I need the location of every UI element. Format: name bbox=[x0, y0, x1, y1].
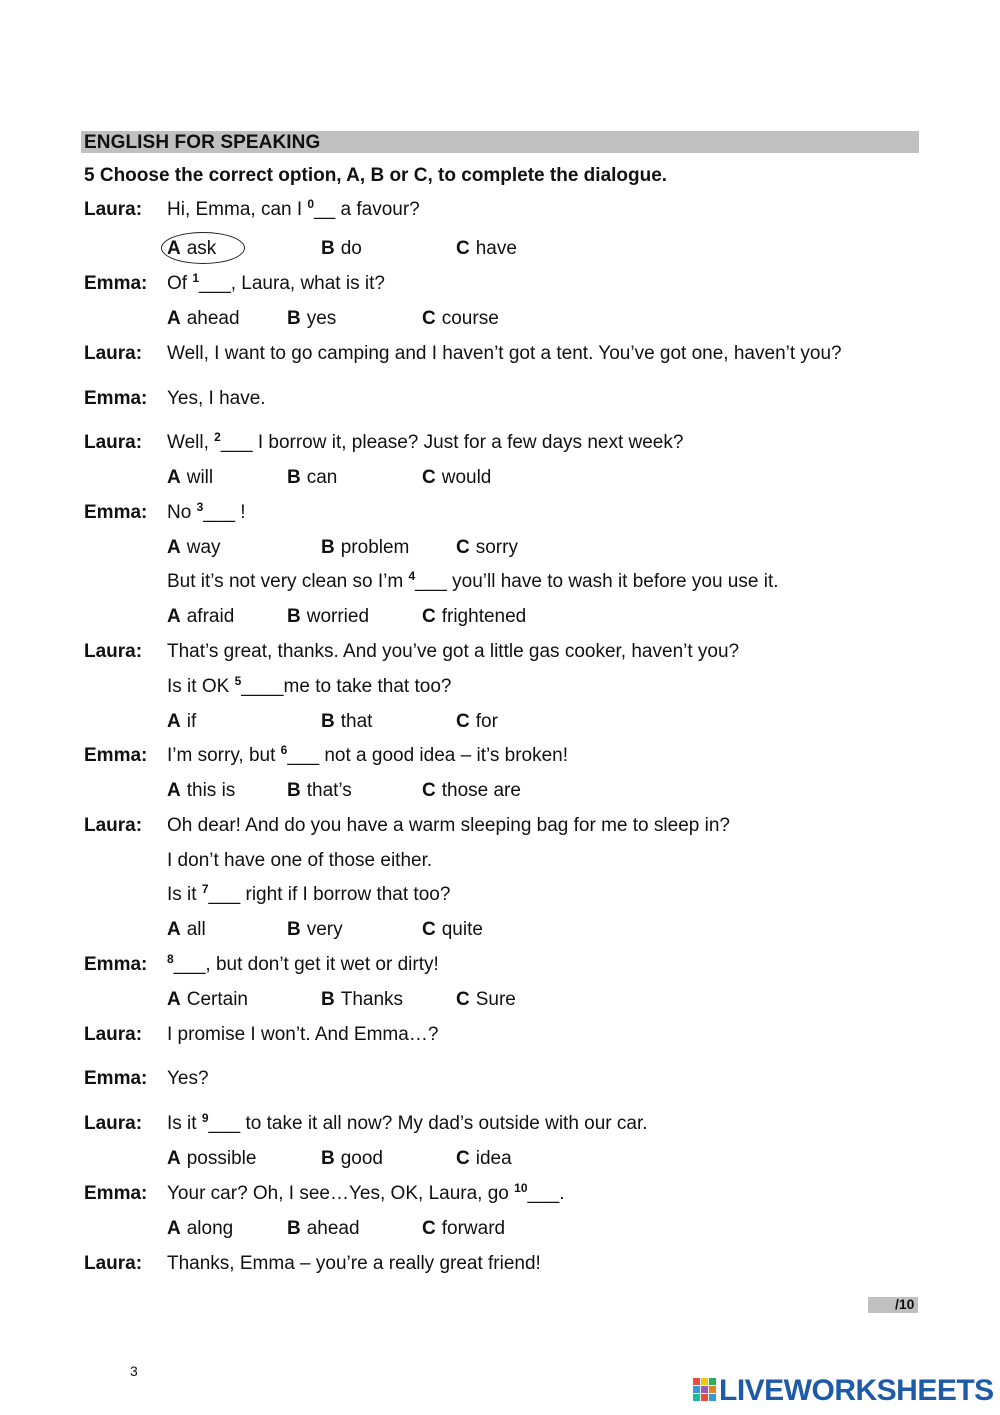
speaker-label: Emma: bbox=[84, 388, 148, 409]
option-a[interactable]: A if bbox=[167, 711, 197, 732]
line-text: Oh dear! And do you have a warm sleeping bag for me to sleep in? bbox=[167, 815, 730, 836]
exercise-instruction: 5 Choose the correct option, A, B or C, to complete the dialogue. bbox=[84, 165, 668, 186]
option-c[interactable]: C Sure bbox=[456, 989, 516, 1010]
line-text: But it’s not very clean so I’m $^4$___ you’ll have to wash it before you use it. bbox=[167, 569, 779, 592]
option-a[interactable]: A possible bbox=[167, 1148, 257, 1169]
option-c[interactable]: C sorry bbox=[456, 537, 518, 558]
speaker-label: Laura: bbox=[84, 1024, 143, 1045]
option-a[interactable]: A will bbox=[167, 467, 214, 488]
line-text: Of $^1$___, Laura, what is it? bbox=[167, 271, 385, 294]
speaker-label: Emma: bbox=[84, 954, 148, 975]
line-text: Is it $^9$___ to take it all now? My dad’s outside with our car. bbox=[167, 1111, 648, 1134]
line-text: Yes, I have. bbox=[167, 388, 266, 409]
option-c[interactable]: C those are bbox=[422, 780, 521, 801]
option-a[interactable]: A all bbox=[167, 919, 206, 940]
option-b[interactable]: B problem bbox=[321, 537, 410, 558]
option-b[interactable]: B that’s bbox=[287, 780, 352, 801]
speaker-label: Laura: bbox=[84, 641, 143, 662]
line-text: Hi, Emma, can I $^0$__ a favour? bbox=[167, 197, 420, 220]
option-a[interactable]: A Certain bbox=[167, 989, 248, 1010]
option-c[interactable]: C forward bbox=[422, 1218, 506, 1239]
option-b[interactable]: B worried bbox=[287, 606, 370, 627]
speaker-label: Emma: bbox=[84, 1068, 148, 1089]
option-b[interactable]: B do bbox=[321, 238, 362, 259]
line-text: I promise I won’t. And Emma…? bbox=[167, 1024, 439, 1045]
speaker-label: Laura: bbox=[84, 1113, 143, 1134]
line-text: Your car? Oh, I see…Yes, OK, Laura, go $^{10}$___. bbox=[167, 1181, 565, 1204]
line-text: Well, I want to go camping and I haven’t got a tent. You’ve got one, haven’t you? bbox=[167, 343, 842, 364]
option-a[interactable]: A along bbox=[167, 1218, 234, 1239]
option-b[interactable]: B very bbox=[287, 919, 343, 940]
line-text: Well, $^2$___ I borrow it, please? Just for a few days next week? bbox=[167, 430, 684, 453]
option-c[interactable]: C would bbox=[422, 467, 492, 488]
option-c[interactable]: C idea bbox=[456, 1148, 512, 1169]
option-a[interactable]: A ask bbox=[167, 238, 217, 259]
option-c[interactable]: C for bbox=[456, 711, 498, 732]
line-text: $^8$___, but don’t get it wet or dirty! bbox=[167, 952, 439, 975]
line-text: Is it $^7$___ right if I borrow that too? bbox=[167, 882, 451, 905]
option-a[interactable]: A this is bbox=[167, 780, 236, 801]
line-text: I’m sorry, but $^6$___ not a good idea – it’s broken! bbox=[167, 743, 568, 766]
speaker-label: Laura: bbox=[84, 1253, 143, 1274]
speaker-label: Emma: bbox=[84, 1183, 148, 1204]
option-b[interactable]: B ahead bbox=[287, 1218, 360, 1239]
line-text: Thanks, Emma – you’re a really great friend! bbox=[167, 1253, 541, 1274]
section-title: ENGLISH FOR SPEAKING bbox=[84, 132, 321, 153]
speaker-label: Emma: bbox=[84, 273, 148, 294]
line-text: That’s great, thanks. And you’ve got a little gas cooker, haven’t you? bbox=[167, 641, 740, 662]
line-text: I don’t have one of those either. bbox=[167, 850, 433, 871]
option-a[interactable]: A afraid bbox=[167, 606, 235, 627]
speaker-label: Laura: bbox=[84, 815, 143, 836]
option-c[interactable]: C course bbox=[422, 308, 499, 329]
option-b[interactable]: B good bbox=[321, 1148, 384, 1169]
option-c[interactable]: C quite bbox=[422, 919, 483, 940]
line-text: No $^3$___ ! bbox=[167, 500, 246, 523]
option-b[interactable]: B that bbox=[321, 711, 373, 732]
option-a[interactable]: A way bbox=[167, 537, 221, 558]
option-b[interactable]: B yes bbox=[287, 308, 337, 329]
speaker-label: Laura: bbox=[84, 343, 143, 364]
line-text: Is it OK $^5$____me to take that too? bbox=[167, 674, 452, 697]
speaker-label: Emma: bbox=[84, 502, 148, 523]
speaker-label: Emma: bbox=[84, 745, 148, 766]
option-b[interactable]: B can bbox=[287, 467, 338, 488]
speaker-label: Laura: bbox=[84, 199, 143, 220]
option-c[interactable]: C frightened bbox=[422, 606, 527, 627]
page-number: 3 bbox=[130, 1363, 138, 1379]
option-c[interactable]: C have bbox=[456, 238, 517, 259]
speaker-label: Laura: bbox=[84, 432, 143, 453]
line-text: Yes? bbox=[167, 1068, 209, 1089]
option-a[interactable]: A ahead bbox=[167, 308, 240, 329]
score-label: /10 bbox=[895, 1296, 915, 1312]
option-b[interactable]: B Thanks bbox=[321, 989, 404, 1010]
logo-grid-icon bbox=[693, 1378, 717, 1402]
logo-text: LIVEWORKSHEETS bbox=[719, 1374, 994, 1407]
